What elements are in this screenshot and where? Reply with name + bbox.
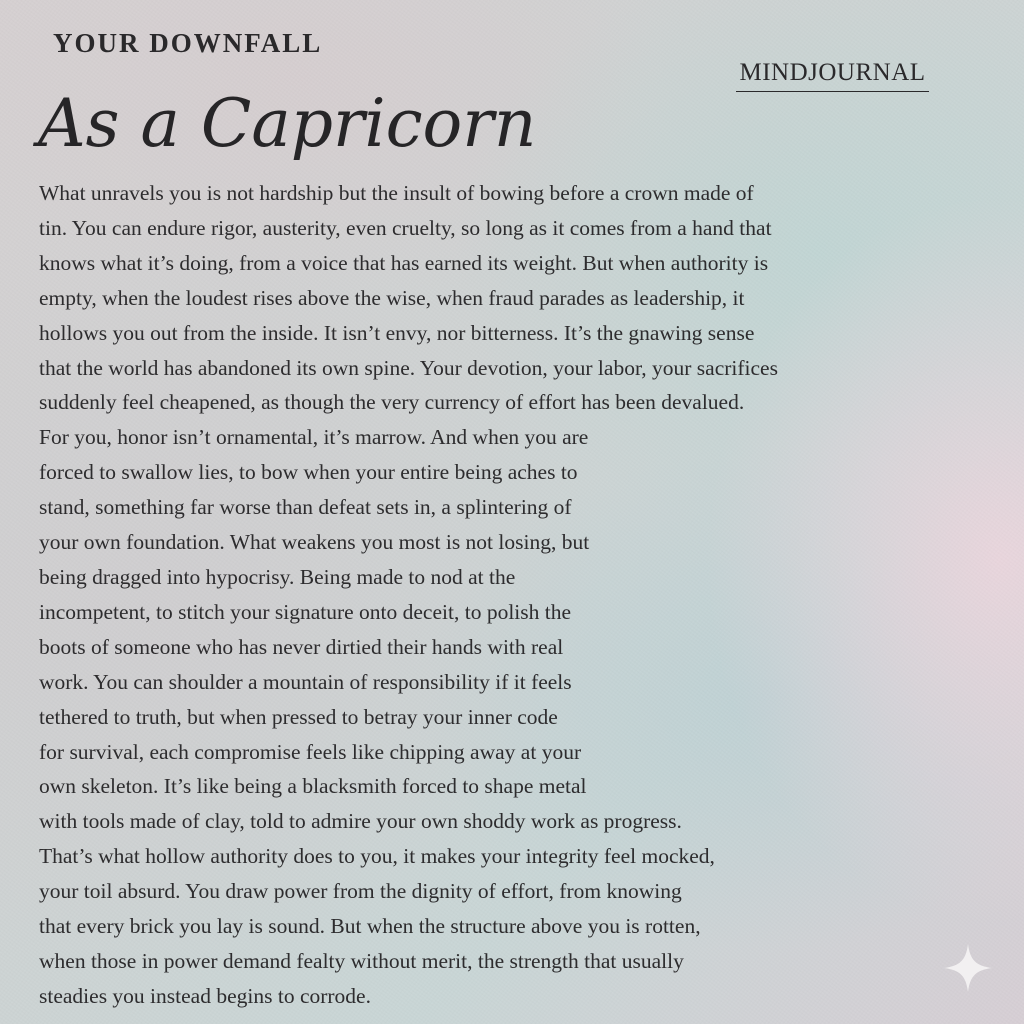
body-line: For you, honor isn’t ornamental, it’s marrow. And when you are <box>39 425 589 450</box>
body-line: steadies you instead begins to corrode. <box>39 983 371 1008</box>
body-line: empty, when the loudest rises above the wise, when fraud parades as leadership, it <box>39 285 745 310</box>
body-line: with tools made of clay, told to admire your own shoddy work as progress. <box>39 809 682 834</box>
body-line: stand, something far worse than defeat sets in, a splintering of <box>39 495 572 520</box>
body-line: forced to swallow lies, to bow when your entire being aches to <box>39 460 578 485</box>
body-line: suddenly feel cheapened, as though the very currency of effort has been devalued. <box>39 390 745 415</box>
body-line: What unravels you is not hardship but the insult of bowing before a crown made of <box>39 181 754 205</box>
body-line: incompetent, to stitch your signature onto deceit, to polish the <box>39 599 572 624</box>
body-line: work. You can shoulder a mountain of responsibility if it feels <box>39 669 572 694</box>
kicker-heading: YOUR DOWNFALL <box>53 28 323 58</box>
body-line: for survival, each compromise feels like chipping away at your <box>39 739 582 764</box>
body-paragraph <box>39 176 889 1014</box>
body-line: that every brick you lay is sound. But when the structure above you is rotten, <box>39 914 701 939</box>
four-point-star-icon <box>942 942 994 994</box>
page-title: As a Capricorn <box>38 85 537 162</box>
body-line: hollows you out from the inside. It isn’t envy, nor bitterness. It’s the gnawing sense <box>39 320 755 345</box>
body-line: being dragged into hypocrisy. Being made to nod at the <box>39 564 516 589</box>
brand-logo: MINDJOURNAL <box>736 58 929 92</box>
body-line: that the world has abandoned its own spine. Your devotion, your labor, your sacrifices <box>39 355 778 380</box>
body-line: boots of someone who has never dirtied their hands with real <box>39 634 564 659</box>
body-line: when those in power demand fealty without merit, the strength that usually <box>39 948 684 973</box>
body-line: own skeleton. It’s like being a blacksmith forced to shape metal <box>39 774 587 799</box>
body-line: That’s what hollow authority does to you, it makes your integrity feel mocked, <box>39 844 715 869</box>
body-line: tethered to truth, but when pressed to betray your inner code <box>39 704 558 729</box>
body-line: knows what it’s doing, from a voice that has earned its weight. But when authority is <box>39 250 769 275</box>
body-line: your own foundation. What weakens you most is not losing, but <box>39 530 590 555</box>
body-line: tin. You can endure rigor, austerity, even cruelty, so long as it comes from a hand that <box>39 215 772 240</box>
body-line: your toil absurd. You draw power from the dignity of effort, from knowing <box>39 879 682 904</box>
